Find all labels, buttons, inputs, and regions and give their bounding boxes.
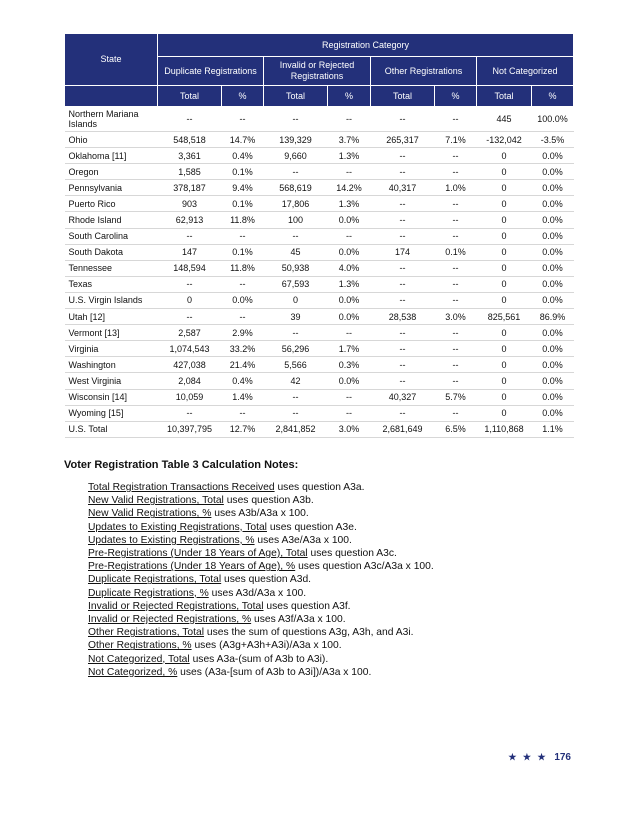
value-cell: 903: [158, 196, 222, 212]
table-row: [65, 260, 574, 276]
value-cell: 0.0%: [532, 341, 574, 357]
value-cell: 11.8%: [222, 260, 264, 276]
note-description: uses question A3b.: [223, 495, 314, 507]
note-description: uses A3a-(sum of A3b to A3i).: [189, 653, 329, 665]
value-cell: --: [328, 164, 371, 180]
value-cell: --: [264, 107, 328, 132]
value-cell: 445: [477, 107, 532, 132]
value-cell: 3.7%: [328, 132, 371, 148]
value-cell: 3,361: [158, 148, 222, 164]
value-cell: 2,681,649: [371, 421, 435, 437]
state-cell: Wyoming [15]: [65, 405, 158, 421]
value-cell: 0.0%: [328, 292, 371, 308]
note-item: [88, 521, 584, 534]
table-row: [65, 164, 574, 180]
page-number: 176: [554, 752, 571, 763]
value-cell: 42: [264, 373, 328, 389]
value-cell: 0.4%: [222, 373, 264, 389]
value-cell: --: [435, 325, 477, 341]
value-cell: --: [435, 276, 477, 292]
value-cell: 62,913: [158, 212, 222, 228]
note-term: Updates to Existing Registrations, %: [88, 534, 255, 546]
state-cell: Wisconsin [14]: [65, 389, 158, 405]
state-cell: Texas: [65, 276, 158, 292]
value-cell: 0.0%: [328, 212, 371, 228]
value-cell: --: [371, 164, 435, 180]
state-cell: U.S. Virgin Islands: [65, 292, 158, 308]
value-cell: 0.1%: [435, 244, 477, 260]
value-cell: 11.8%: [222, 212, 264, 228]
value-cell: 0: [477, 325, 532, 341]
table-row: [65, 421, 574, 437]
table-row: [65, 107, 574, 132]
value-cell: --: [435, 148, 477, 164]
subheader: Total: [371, 86, 435, 107]
subheader: %: [435, 86, 477, 107]
state-cell: Virginia: [65, 341, 158, 357]
group-header-invalid: Invalid or Rejected Registrations: [264, 57, 371, 86]
value-cell: 174: [371, 244, 435, 260]
note-item: [88, 573, 584, 586]
table-row: [65, 325, 574, 341]
note-term: Other Registrations, %: [88, 640, 192, 652]
value-cell: --: [222, 405, 264, 421]
registration-table: [64, 33, 574, 438]
value-cell: --: [328, 107, 371, 132]
value-cell: --: [435, 107, 477, 132]
value-cell: 0.0%: [532, 148, 574, 164]
table-row: [65, 244, 574, 260]
category-header: Registration Category: [158, 34, 574, 57]
note-term: Duplicate Registrations, %: [88, 587, 209, 599]
note-term: Other Registrations, Total: [88, 627, 204, 639]
value-cell: 14.2%: [328, 180, 371, 196]
value-cell: 147: [158, 244, 222, 260]
value-cell: --: [371, 373, 435, 389]
value-cell: --: [328, 228, 371, 244]
note-term: Updates to Existing Registrations, Total: [88, 521, 267, 533]
note-term: Duplicate Registrations, Total: [88, 574, 222, 586]
value-cell: --: [222, 107, 264, 132]
note-description: uses (A3g+A3h+A3i)/A3a x 100.: [191, 640, 342, 652]
value-cell: 67,593: [264, 276, 328, 292]
value-cell: 0.0%: [328, 244, 371, 260]
value-cell: --: [264, 164, 328, 180]
note-item: [88, 613, 584, 626]
subheader: %: [328, 86, 371, 107]
value-cell: 0.0%: [532, 389, 574, 405]
value-cell: 139,329: [264, 132, 328, 148]
value-cell: 4.0%: [328, 260, 371, 276]
value-cell: 45: [264, 244, 328, 260]
table-row: [65, 180, 574, 196]
note-term: New Valid Registrations, Total: [88, 495, 224, 507]
value-cell: --: [222, 276, 264, 292]
value-cell: 1,585: [158, 164, 222, 180]
value-cell: 0: [477, 228, 532, 244]
note-item: [88, 494, 584, 507]
value-cell: 0: [264, 292, 328, 308]
value-cell: --: [371, 148, 435, 164]
note-description: uses A3d/A3a x 100.: [208, 587, 307, 599]
note-description: uses question A3f.: [263, 600, 351, 612]
note-description: uses A3b/A3a x 100.: [211, 508, 309, 520]
value-cell: 1.7%: [328, 341, 371, 357]
note-term: Pre-Registrations (Under 18 Years of Age), Total: [88, 548, 308, 560]
note-item: [88, 507, 584, 520]
value-cell: --: [371, 357, 435, 373]
calculation-notes: [64, 459, 584, 679]
value-cell: -132,042: [477, 132, 532, 148]
value-cell: 0.0%: [532, 164, 574, 180]
table-body: [65, 107, 574, 438]
state-cell: Rhode Island: [65, 212, 158, 228]
value-cell: --: [371, 260, 435, 276]
table-row: [65, 405, 574, 421]
value-cell: 56,296: [264, 341, 328, 357]
value-cell: --: [371, 228, 435, 244]
note-item: [88, 481, 584, 494]
table-row: [65, 148, 574, 164]
note-item: [88, 587, 584, 600]
value-cell: --: [158, 107, 222, 132]
value-cell: --: [264, 325, 328, 341]
value-cell: 40,317: [371, 180, 435, 196]
table-row: [65, 276, 574, 292]
note-description: uses question A3e.: [266, 521, 357, 533]
note-term: Not Categorized, Total: [88, 653, 190, 665]
note-item: [88, 626, 584, 639]
value-cell: 5,566: [264, 357, 328, 373]
value-cell: 12.7%: [222, 421, 264, 437]
value-cell: 0: [477, 148, 532, 164]
state-cell: Oregon: [65, 164, 158, 180]
state-cell: South Dakota: [65, 244, 158, 260]
value-cell: 0.0%: [532, 260, 574, 276]
value-cell: 148,594: [158, 260, 222, 276]
note-item: [88, 547, 584, 560]
state-cell: Utah [12]: [65, 309, 158, 325]
value-cell: 0: [477, 260, 532, 276]
value-cell: --: [264, 228, 328, 244]
value-cell: 0: [477, 389, 532, 405]
value-cell: 0.0%: [532, 228, 574, 244]
note-item: [88, 560, 584, 573]
subheader: Total: [158, 86, 222, 107]
value-cell: --: [371, 325, 435, 341]
value-cell: 0.1%: [222, 196, 264, 212]
value-cell: 0: [477, 405, 532, 421]
note-description: uses A3f/A3a x 100.: [251, 614, 346, 626]
note-description: uses question A3c.: [307, 548, 397, 560]
value-cell: 1.1%: [532, 421, 574, 437]
value-cell: --: [435, 357, 477, 373]
value-cell: --: [158, 228, 222, 244]
value-cell: --: [435, 373, 477, 389]
note-description: uses question A3c/A3a x 100.: [295, 561, 434, 573]
subheader: Total: [264, 86, 328, 107]
note-item: [88, 600, 584, 613]
table-row: [65, 309, 574, 325]
value-cell: --: [328, 389, 371, 405]
value-cell: --: [435, 212, 477, 228]
value-cell: 3.0%: [435, 309, 477, 325]
value-cell: 2,841,852: [264, 421, 328, 437]
value-cell: 548,518: [158, 132, 222, 148]
value-cell: 3.0%: [328, 421, 371, 437]
value-cell: --: [222, 309, 264, 325]
table-row: [65, 228, 574, 244]
value-cell: 1.3%: [328, 276, 371, 292]
state-cell: Ohio: [65, 132, 158, 148]
table-row: [65, 373, 574, 389]
value-cell: --: [371, 196, 435, 212]
state-cell: U.S. Total: [65, 421, 158, 437]
value-cell: --: [371, 212, 435, 228]
value-cell: 568,619: [264, 180, 328, 196]
group-header-duplicate: Duplicate Registrations: [158, 57, 264, 86]
value-cell: --: [435, 260, 477, 276]
value-cell: 0.0%: [532, 373, 574, 389]
group-header-other: Other Registrations: [371, 57, 477, 86]
value-cell: --: [435, 196, 477, 212]
value-cell: 50,938: [264, 260, 328, 276]
state-cell: Oklahoma [11]: [65, 148, 158, 164]
value-cell: 265,317: [371, 132, 435, 148]
value-cell: --: [264, 389, 328, 405]
state-cell: South Carolina: [65, 228, 158, 244]
value-cell: --: [435, 292, 477, 308]
value-cell: 0: [477, 276, 532, 292]
value-cell: --: [158, 309, 222, 325]
table-row: [65, 341, 574, 357]
note-item: [88, 534, 584, 547]
value-cell: --: [264, 405, 328, 421]
table-row: [65, 196, 574, 212]
value-cell: 0.0%: [532, 357, 574, 373]
state-cell: Northern Mariana Islands: [65, 107, 158, 132]
value-cell: 17,806: [264, 196, 328, 212]
note-term: Total Registration Transactions Received: [88, 482, 275, 493]
value-cell: --: [158, 405, 222, 421]
note-description: uses (A3a-[sum of A3b to A3i])/A3a x 100.: [177, 666, 372, 678]
value-cell: --: [371, 276, 435, 292]
value-cell: --: [328, 405, 371, 421]
state-header: State: [65, 34, 158, 86]
value-cell: 0.0%: [532, 196, 574, 212]
value-cell: 1.4%: [222, 389, 264, 405]
note-term: Invalid or Rejected Registrations, Total: [88, 600, 264, 612]
state-cell: Pennsylvania: [65, 180, 158, 196]
value-cell: 86.9%: [532, 309, 574, 325]
value-cell: 0: [477, 292, 532, 308]
value-cell: 0: [477, 212, 532, 228]
value-cell: 0.0%: [222, 292, 264, 308]
notes-list: [64, 481, 584, 679]
value-cell: 2,587: [158, 325, 222, 341]
note-item: [88, 666, 584, 679]
note-description: uses question A3a.: [274, 482, 365, 493]
value-cell: --: [371, 405, 435, 421]
value-cell: 1.3%: [328, 148, 371, 164]
value-cell: 100.0%: [532, 107, 574, 132]
value-cell: 7.1%: [435, 132, 477, 148]
subheader: %: [222, 86, 264, 107]
note-term: Not Categorized, %: [88, 666, 178, 678]
value-cell: --: [328, 325, 371, 341]
value-cell: --: [222, 228, 264, 244]
value-cell: --: [435, 228, 477, 244]
value-cell: 0.0%: [328, 309, 371, 325]
value-cell: 6.5%: [435, 421, 477, 437]
value-cell: 0.0%: [532, 244, 574, 260]
value-cell: 10,397,795: [158, 421, 222, 437]
note-term: New Valid Registrations, %: [88, 508, 212, 520]
value-cell: 2,084: [158, 373, 222, 389]
value-cell: 9,660: [264, 148, 328, 164]
value-cell: 0.1%: [222, 244, 264, 260]
value-cell: 0.0%: [532, 292, 574, 308]
value-cell: 1,110,868: [477, 421, 532, 437]
stars-icon: ★ ★ ★: [508, 752, 548, 762]
value-cell: 10,059: [158, 389, 222, 405]
value-cell: 9.4%: [222, 180, 264, 196]
table-row: [65, 292, 574, 308]
table-row: [65, 389, 574, 405]
value-cell: 0: [477, 357, 532, 373]
value-cell: 0: [477, 341, 532, 357]
value-cell: 21.4%: [222, 357, 264, 373]
note-item: [88, 639, 584, 652]
table-row: [65, 132, 574, 148]
note-description: uses the sum of questions A3g, A3h, and A3i.: [204, 627, 414, 639]
value-cell: 0: [477, 164, 532, 180]
value-cell: --: [435, 164, 477, 180]
value-cell: 39: [264, 309, 328, 325]
value-cell: 0.3%: [328, 357, 371, 373]
value-cell: 0.0%: [532, 325, 574, 341]
value-cell: 0.0%: [532, 405, 574, 421]
value-cell: --: [435, 341, 477, 357]
state-cell: Tennessee: [65, 260, 158, 276]
notes-title: Voter Registration Table 3 Calculation Notes:: [64, 459, 299, 471]
value-cell: 100: [264, 212, 328, 228]
value-cell: 0.0%: [532, 180, 574, 196]
state-subheader-blank: [65, 86, 158, 107]
value-cell: 0.4%: [222, 148, 264, 164]
value-cell: 427,038: [158, 357, 222, 373]
value-cell: --: [158, 276, 222, 292]
value-cell: 0: [477, 196, 532, 212]
note-description: uses question A3d.: [221, 574, 312, 586]
value-cell: 0: [477, 373, 532, 389]
value-cell: --: [435, 405, 477, 421]
table-row: [65, 212, 574, 228]
value-cell: 0.0%: [532, 212, 574, 228]
value-cell: 2.9%: [222, 325, 264, 341]
table-row: [65, 357, 574, 373]
value-cell: 0.0%: [328, 373, 371, 389]
state-cell: Washington: [65, 357, 158, 373]
value-cell: 1.0%: [435, 180, 477, 196]
value-cell: -3.5%: [532, 132, 574, 148]
value-cell: --: [371, 107, 435, 132]
note-term: Pre-Registrations (Under 18 Years of Age), %: [88, 561, 296, 573]
note-description: uses A3e/A3a x 100.: [254, 534, 352, 546]
note-item: [88, 653, 584, 666]
value-cell: 825,561: [477, 309, 532, 325]
subheader: %: [532, 86, 574, 107]
value-cell: 14.7%: [222, 132, 264, 148]
value-cell: 28,538: [371, 309, 435, 325]
value-cell: 0: [158, 292, 222, 308]
value-cell: 5.7%: [435, 389, 477, 405]
state-cell: Puerto Rico: [65, 196, 158, 212]
value-cell: 40,327: [371, 389, 435, 405]
value-cell: 0.1%: [222, 164, 264, 180]
group-header-not-categorized: Not Categorized: [477, 57, 574, 86]
value-cell: 33.2%: [222, 341, 264, 357]
value-cell: 1,074,543: [158, 341, 222, 357]
page-footer: [508, 752, 571, 763]
value-cell: 0: [477, 180, 532, 196]
note-term: Invalid or Rejected Registrations, %: [88, 614, 252, 626]
subheader: Total: [477, 86, 532, 107]
value-cell: 0.0%: [532, 276, 574, 292]
value-cell: 0: [477, 244, 532, 260]
value-cell: --: [371, 341, 435, 357]
value-cell: 378,187: [158, 180, 222, 196]
state-cell: Vermont [13]: [65, 325, 158, 341]
value-cell: 1.3%: [328, 196, 371, 212]
value-cell: --: [371, 292, 435, 308]
state-cell: West Virginia: [65, 373, 158, 389]
